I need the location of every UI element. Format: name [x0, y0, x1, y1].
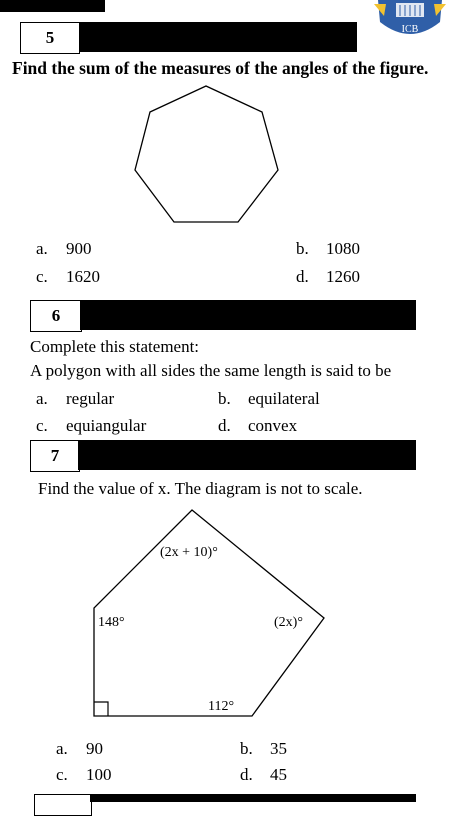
q5-option-a[interactable] [36, 240, 92, 257]
q6-option-a[interactable] [36, 390, 114, 407]
q7-prompt: Find the value of x. The diagram is not to scale. [38, 479, 363, 498]
option-letter: c. [56, 765, 68, 784]
option-letter: d. [240, 765, 253, 784]
option-value: convex [248, 416, 298, 435]
redaction-bar [80, 300, 416, 330]
top-cropped-bar [0, 0, 105, 12]
q6-prompt-line1: Complete this statement: [30, 337, 200, 356]
option-letter: a. [36, 389, 48, 408]
angle-label-top: (2x + 10)° [160, 545, 218, 560]
heptagon-figure [120, 82, 290, 230]
option-value: 1620 [66, 267, 100, 286]
option-letter: d. [218, 416, 231, 435]
angle-label-right: (2x)° [274, 615, 303, 630]
redaction-bar [90, 794, 416, 802]
logo-text: ICB [401, 24, 419, 35]
question-number-7: 7 [30, 440, 80, 472]
q7-option-a[interactable] [56, 740, 103, 757]
redaction-bar [79, 22, 357, 52]
question-number-5: 5 [20, 22, 80, 54]
option-letter: a. [36, 239, 48, 258]
option-value: 900 [66, 239, 92, 258]
option-value: 1080 [326, 239, 360, 258]
option-letter: b. [218, 389, 231, 408]
q5-option-d[interactable] [296, 268, 360, 285]
option-letter: c. [36, 267, 48, 286]
q6-option-d[interactable] [218, 417, 297, 434]
redaction-bar [78, 440, 416, 470]
q6-prompt-line2: A polygon with all sides the same length is said to be [30, 361, 392, 380]
option-value: 35 [270, 739, 287, 758]
angle-label-bottom: 112° [208, 699, 235, 714]
q7-option-d[interactable] [240, 766, 287, 783]
option-letter: d. [296, 267, 309, 286]
option-value: 100 [86, 765, 112, 784]
q6-option-b[interactable] [218, 390, 320, 407]
question-number-6: 6 [30, 300, 82, 332]
q5-prompt: Find the sum of the measures of the angles of the figure. [12, 58, 429, 78]
option-letter: a. [56, 739, 68, 758]
option-value: 1260 [326, 267, 360, 286]
pentagon-diagram [80, 500, 340, 730]
option-value: 45 [270, 765, 287, 784]
q5-option-c[interactable] [36, 268, 100, 285]
option-value: equiangular [66, 416, 147, 435]
option-letter: c. [36, 416, 48, 435]
option-value: 90 [86, 739, 103, 758]
q5-option-b[interactable] [296, 240, 360, 257]
question-number-cropped [34, 794, 92, 816]
q6-option-c[interactable] [36, 417, 146, 434]
option-letter: b. [296, 239, 309, 258]
school-logo [366, 0, 454, 50]
angle-label-left: 148° [98, 615, 125, 630]
option-value: equilateral [248, 389, 320, 408]
q7-option-c[interactable] [56, 766, 112, 783]
q7-option-b[interactable] [240, 740, 287, 757]
option-value: regular [66, 389, 115, 408]
option-letter: b. [240, 739, 253, 758]
